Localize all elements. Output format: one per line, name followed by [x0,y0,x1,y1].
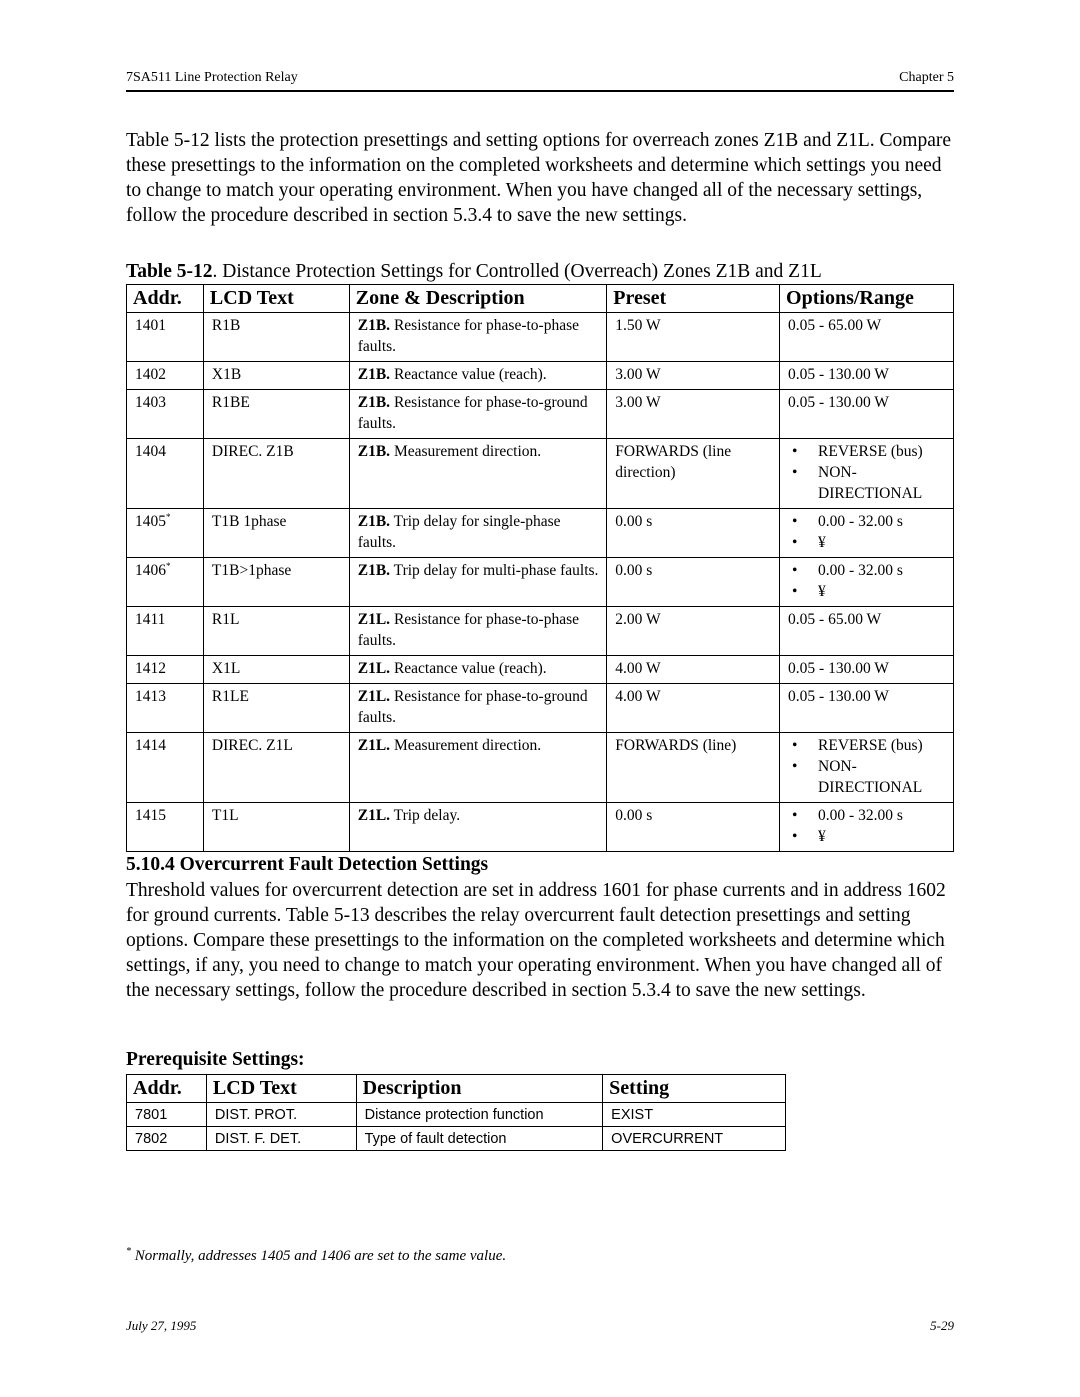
options-cell [780,439,954,509]
bullet-icon: • [792,464,798,481]
preset-value: 2.00 W [615,611,661,628]
preset-cell [607,684,780,733]
lcd-text: T1B 1phase [211,513,287,530]
distance-settings-table [126,284,954,852]
option-bullet [788,826,949,847]
table1-caption-label: Table 5-12 [126,261,213,282]
section-heading: 5.10.4 Overcurrent Fault Detection Settings [126,854,489,875]
table1-caption-text: . Distance Protection Settings for Controlled (Overreach) Zones Z1B and Z1L [212,261,822,282]
preset-cell [607,362,780,390]
bullet-icon: • [792,534,798,551]
zone-label: Z1B. [357,443,391,460]
lcd-cell [203,607,349,656]
zone-cell [349,390,607,439]
zone-description: Resistance for phase-to-phase faults. [357,611,580,649]
options-cell [780,684,954,733]
lcd-text: R1BE [211,394,250,411]
zone-description: Measurement direction. [390,737,542,754]
options-cell [780,803,954,852]
option-bullet [788,805,949,826]
zone-label: Z1L. [357,660,391,677]
lcd-text: X1L [211,660,241,677]
preset-cell [607,803,780,852]
zone-label: Z1B. [357,562,391,579]
prereq-addr-cell [127,1103,207,1127]
preset-cell [607,656,780,684]
bullet-icon: • [792,443,798,460]
zone-description: Reactance value (reach). [390,366,547,383]
options-value: 0.05 - 65.00 W [788,317,882,334]
prereq-header-row [127,1075,786,1103]
zone-cell [349,313,607,362]
options-cell [780,313,954,362]
lcd-cell [203,362,349,390]
preset-cell [607,558,780,607]
table-row [127,684,954,733]
header-chapter: Chapter 5 [899,70,954,85]
preset-value: 0.00 s [615,807,653,824]
table-row [127,313,954,362]
prereq-lcd-cell [206,1103,356,1127]
option-text: 0.00 - 32.00 s [818,562,903,579]
options-cell [780,656,954,684]
options-value: 0.05 - 130.00 W [788,688,889,705]
footnote-mark: * [126,1246,131,1257]
addr-value: 1412 [135,660,166,677]
prereq-table [126,1074,786,1151]
table-row [127,803,954,852]
option-bullet [788,441,949,462]
table-row [127,509,954,558]
prereq-addr: 7802 [135,1131,168,1147]
preset-cell [607,439,780,509]
lcd-cell [203,733,349,803]
addr-value: 1415 [135,807,166,824]
lcd-text: T1B>1phase [211,562,292,579]
preset-value: 0.00 s [615,562,653,579]
option-bullet [788,511,949,532]
addr-value: 1404 [135,443,166,460]
table-row [127,607,954,656]
preset-cell [607,313,780,362]
options-value: 0.05 - 65.00 W [788,611,882,628]
col-header-options: Options/Range [780,285,954,313]
prereq-title: Prerequisite Settings: [126,1049,305,1070]
addr-cell [127,439,204,509]
footnote-ref: * [166,560,171,571]
lcd-cell [203,803,349,852]
table1-caption [126,261,822,283]
bullet-icon: • [792,758,798,775]
footnote-ref: * [166,511,171,522]
zone-description: Trip delay for single-phase faults. [357,513,561,551]
table-row [127,362,954,390]
option-text: 0.00 - 32.00 s [818,513,903,530]
addr-value: 1413 [135,688,166,705]
lcd-text: R1L [211,611,240,628]
options-cell [780,509,954,558]
prereq-setting-cell [603,1103,786,1127]
option-bullet [788,532,949,553]
lcd-cell [203,509,349,558]
preset-cell [607,607,780,656]
prereq-addr-cell [127,1127,207,1151]
option-text: NON-DIRECTIONAL [818,758,923,796]
addr-value: 1411 [135,611,166,628]
preset-value: 3.00 W [615,394,661,411]
prereq-lcd: DIST. F. DET. [214,1131,302,1147]
addr-value: 1405 [135,513,166,530]
header-title: 7SA511 Line Protection Relay [126,70,298,85]
options-cell [780,733,954,803]
addr-cell [127,607,204,656]
prereq-setting-cell [603,1127,786,1151]
zone-label: Z1L. [357,807,391,824]
zone-description: Resistance for phase-to-ground faults. [357,688,588,726]
option-bullet [788,735,949,756]
prereq-addr: 7801 [135,1107,168,1123]
addr-cell [127,362,204,390]
options-cell [780,390,954,439]
lcd-cell [203,558,349,607]
table-row [127,558,954,607]
zone-cell [349,362,607,390]
zone-label: Z1B. [357,513,391,530]
addr-value: 1406 [135,562,166,579]
lcd-cell [203,439,349,509]
table-row [127,439,954,509]
lcd-text: DIREC. Z1L [211,737,293,754]
option-bullet [788,462,949,504]
prereq-col-addr: Addr. [127,1075,207,1103]
prereq-row [127,1103,786,1127]
zone-description: Reactance value (reach). [390,660,547,677]
bullet-icon: • [792,562,798,579]
zone-cell [349,684,607,733]
table1-header-row [127,285,954,313]
addr-value: 1414 [135,737,166,754]
bullet-icon: • [792,583,798,600]
section-paragraph: Threshold values for overcurrent detection are set in address 1601 for phase currents and in address 1602 for ground currents. Table 5-13 describes the relay overcurrent fault detection presettings and setting options. Compare these presettings to the information on the completed worksheets and determine which settings, if any, you need to change to match your operating environment. When you have changed all of the necessary settings, follow the procedure described in section 5.3.4 to save the new settings. [126,880,946,1001]
zone-description: Trip delay for multi-phase faults. [390,562,599,579]
preset-value: 0.00 s [615,513,653,530]
prereq-desc-cell [356,1103,603,1127]
lcd-text: X1B [211,366,242,383]
zone-cell [349,656,607,684]
col-header-preset: Preset [607,285,780,313]
option-text: ¥ [818,828,826,845]
zone-label: Z1L. [357,737,391,754]
lcd-text: DIREC. Z1B [211,443,294,460]
lcd-cell [203,313,349,362]
options-cell [780,362,954,390]
col-header-addr: Addr. [127,285,204,313]
prereq-lcd-cell [206,1127,356,1151]
prereq-col-lcd: LCD Text [206,1075,356,1103]
preset-value: 4.00 W [615,688,661,705]
option-text: 0.00 - 32.00 s [818,807,903,824]
preset-value: 4.00 W [615,660,661,677]
preset-value: 1.50 W [615,317,661,334]
zone-label: Z1B. [357,366,391,383]
zone-cell [349,558,607,607]
prereq-row [127,1127,786,1151]
zone-label: Z1L. [357,611,391,628]
preset-value: 3.00 W [615,366,661,383]
zone-description: Resistance for phase-to-ground faults. [357,394,588,432]
lcd-cell [203,390,349,439]
lcd-text: R1B [211,317,241,334]
addr-value: 1401 [135,317,166,334]
option-text: ¥ [818,583,826,600]
addr-cell [127,390,204,439]
option-text: ¥ [818,534,826,551]
bullet-icon: • [792,513,798,530]
addr-value: 1403 [135,394,166,411]
zone-description: Resistance for phase-to-phase faults. [357,317,580,355]
footer-page: 5-29 [930,1318,954,1333]
option-bullet [788,560,949,581]
prereq-col-setting: Setting [603,1075,786,1103]
bullet-icon: • [792,807,798,824]
option-text: REVERSE (bus) [818,443,923,460]
zone-cell [349,803,607,852]
prereq-desc: Distance protection function [364,1107,544,1123]
col-header-zone: Zone & Description [349,285,607,313]
zone-cell [349,509,607,558]
addr-value: 1402 [135,366,166,383]
prereq-setting: OVERCURRENT [611,1131,724,1147]
options-value: 0.05 - 130.00 W [788,660,889,677]
option-text: REVERSE (bus) [818,737,923,754]
lcd-text: T1L [211,807,239,824]
prereq-col-desc: Description [356,1075,603,1103]
zone-description: Measurement direction. [390,443,542,460]
intro-paragraph: Table 5-12 lists the protection presettings and setting options for overreach zones Z1B and Z1L. Compare these presettings to the information on the completed worksheets and determine which settings you need to change to match your operating environment. When you have changed all of the necessary settings, follow the procedure described in section 5.3.4 to save the new settings. [126,130,952,226]
col-header-lcd: LCD Text [203,285,349,313]
preset-cell [607,509,780,558]
prereq-desc-cell [356,1127,603,1151]
addr-cell [127,803,204,852]
addr-cell [127,509,204,558]
preset-cell [607,390,780,439]
lcd-text: R1LE [211,688,249,705]
option-text: NON-DIRECTIONAL [818,464,923,502]
prereq-lcd: DIST. PROT. [214,1107,298,1123]
addr-cell [127,558,204,607]
addr-cell [127,733,204,803]
table-row [127,656,954,684]
zone-description: Trip delay. [390,807,461,824]
footnote-text: Normally, addresses 1405 and 1406 are set to the same value. [131,1248,507,1264]
options-cell [780,607,954,656]
options-value: 0.05 - 130.00 W [788,394,889,411]
bullet-icon: • [792,828,798,845]
option-bullet [788,581,949,602]
addr-cell [127,684,204,733]
table-row [127,390,954,439]
preset-value: FORWARDS (line) [615,737,737,754]
table-row [127,733,954,803]
options-cell [780,558,954,607]
prereq-setting: EXIST [611,1107,654,1123]
zone-label: Z1B. [357,317,391,334]
zone-cell [349,439,607,509]
prereq-desc: Type of fault detection [364,1131,507,1147]
zone-label: Z1B. [357,394,391,411]
addr-cell [127,656,204,684]
option-bullet [788,756,949,798]
lcd-cell [203,656,349,684]
preset-cell [607,733,780,803]
footer-date: July 27, 1995 [126,1318,197,1333]
lcd-cell [203,684,349,733]
addr-cell [127,313,204,362]
footnote [126,1248,506,1265]
bullet-icon: • [792,737,798,754]
preset-value: FORWARDS (line direction) [615,443,732,481]
zone-label: Z1L. [357,688,391,705]
page-header [126,68,954,92]
zone-cell [349,607,607,656]
zone-cell [349,733,607,803]
options-value: 0.05 - 130.00 W [788,366,889,383]
